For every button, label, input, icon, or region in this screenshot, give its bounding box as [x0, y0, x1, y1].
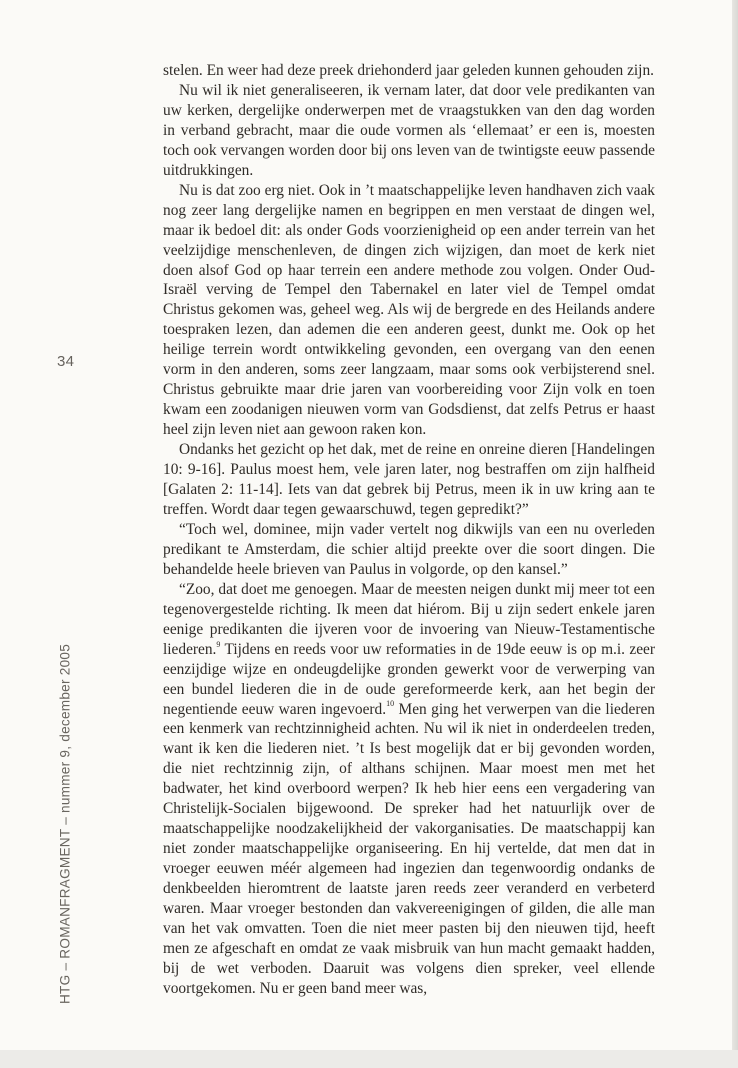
paragraph: Nu wil ik niet generaliseeren, ik vernam later, dat door vele predikanten van uw kerken, dergelijke onderwerpen met de vraagstukken van den dag worden in verband gebracht, maar die oude vormen als ‘ellemaat’ er een is, moesten toch ook vervangen worden door bij ons leven van de twintigste eeuw passende uitdrukkingen. — [163, 81, 655, 179]
footnote-marker: 9 — [216, 639, 221, 649]
running-head: HTG – ROMANFRAGMENT – nummer 9, december 2005 — [57, 643, 73, 1005]
body-text — [163, 61, 655, 999]
paragraph-with-footnotes — [163, 580, 655, 999]
paragraph: Nu is dat zoo erg niet. Ook in ’t maatschappelijke leven handhaven zich vaak nog zeer lang dergelijke namen en begrippen en men verstaat de dingen wel, maar ik bedoel dit: als onder Gods voorzienigheid op een ander terrein van het veelzijdige menschenleven, de dingen zich wijzigen, dan moet de kerk niet doen alsof God op haar terrein een andere methode zou volgen. Onder Oud-Israël verving de Tempel den Tabernakel en later viel de Tempel omdat Christus gekomen was, geheel weg. Als wij de bergrede en des Heilands andere toespraken lezen, dan ademen die een anderen geest, dunkt me. Ook op het heilige terrein wordt ontwikkeling gevonden, een overgang van den eenen vorm in den anderen, soms zeer langzaam, maar soms ook verbijsterend snel. Christus gebruikte maar drie jaren van voorbereiding voor Zijn volk en toen kwam een zoodanigen nieuwen vorm van Godsdienst, dat zelfs Petrus er haast heel zijn leven niet aan gewoon raken kon. — [163, 181, 655, 439]
footnote-marker: 10 — [386, 699, 395, 709]
paragraph: Ondanks het gezicht op het dak, met de reine en onreine dieren [Handelingen 10: 9-16]. Paulus moest hem, vele jaren later, nog bestraffen om zijn halfheid [Galaten 2: 11-14]. Iets van dat gebrek bij Petrus, meen ik in uw kring aan te treffen. Wordt daar tegen gewaarschuwd, tegen gepredikt?” — [163, 441, 655, 518]
paragraph: “Toch wel, dominee, mijn vader vertelt nog dikwijls van een nu overleden predikant te Amsterdam, die schier altijd preekte over die soort dingen. Die behandelde heele brieven van Paulus in volgorde, op den kansel.” — [163, 520, 655, 578]
paragraph-text: Men ging het verwerpen van die liederen een kenmerk van rechtzinnigheid achten. Nu wil ik niet in onderdeelen treden, want ik ken die liederen niet. ’t Is best mogelijk dat er bij gevonden worden, die niet rechtzinnig zijn, of althans schijnen. Maar moest men met het badwater, het kind overboord werpen? Ik heb hier eens een vergadering van Christelijk-Socialen bijgewoond. De spreker had het natuurlijk over de maatschappelijke noodzakelijkheid der vakorganisaties. De maatschappij kan niet zonder maatschappelijke organiseering. En hij vertelde, dat men dat in vroeger eeuwen méér algemeen had ingezien dan tegenwoordig ondanks de denkbeelden hieromtrent de laatste jaren reeds zeer veranderd en verbeterd waren. Maar vroeger bestonden dan vakvereenigingen of gilden, die alle man van het vak omvatten. Toen die niet meer pasten bij den nieuwen tijd, heeft men ze afgeschaft en omdat ze vaak misbruik van hun macht gemaakt hadden, bij de wet verboden. Daaruit was volgens dien spreker, veel ellende voortgekomen. Nu er geen band meer was, — [163, 700, 655, 997]
paragraph-text: Tijdens en reeds voor uw reformaties in de 19de eeuw is op m.i. zeer eenzijdige wijze en ondeugdelijke gronden gewerkt voor de verwerping van een bundel liederen die in de oude gereformeerde kerk, aan het begin der negentiende eeuw waren ingevoerd. — [163, 640, 655, 718]
page-number: 34 — [57, 353, 75, 370]
page-edge-shadow — [732, 0, 738, 1068]
page-bottom-margin — [0, 1050, 738, 1068]
paragraph: stelen. En weer had deze preek driehonderd jaar geleden kunnen gehouden zijn. — [163, 62, 655, 79]
paragraph-text: “Zoo, dat doet me genoegen. Maar de meesten neigen dunkt mij meer tot een tegenovergestelde richting. Ik meen dat hiérom. Bij u zijn sedert enkele jaren eenige predikanten die ijveren voor de invoering van Nieuw-Testamentische liederen. — [163, 580, 655, 658]
